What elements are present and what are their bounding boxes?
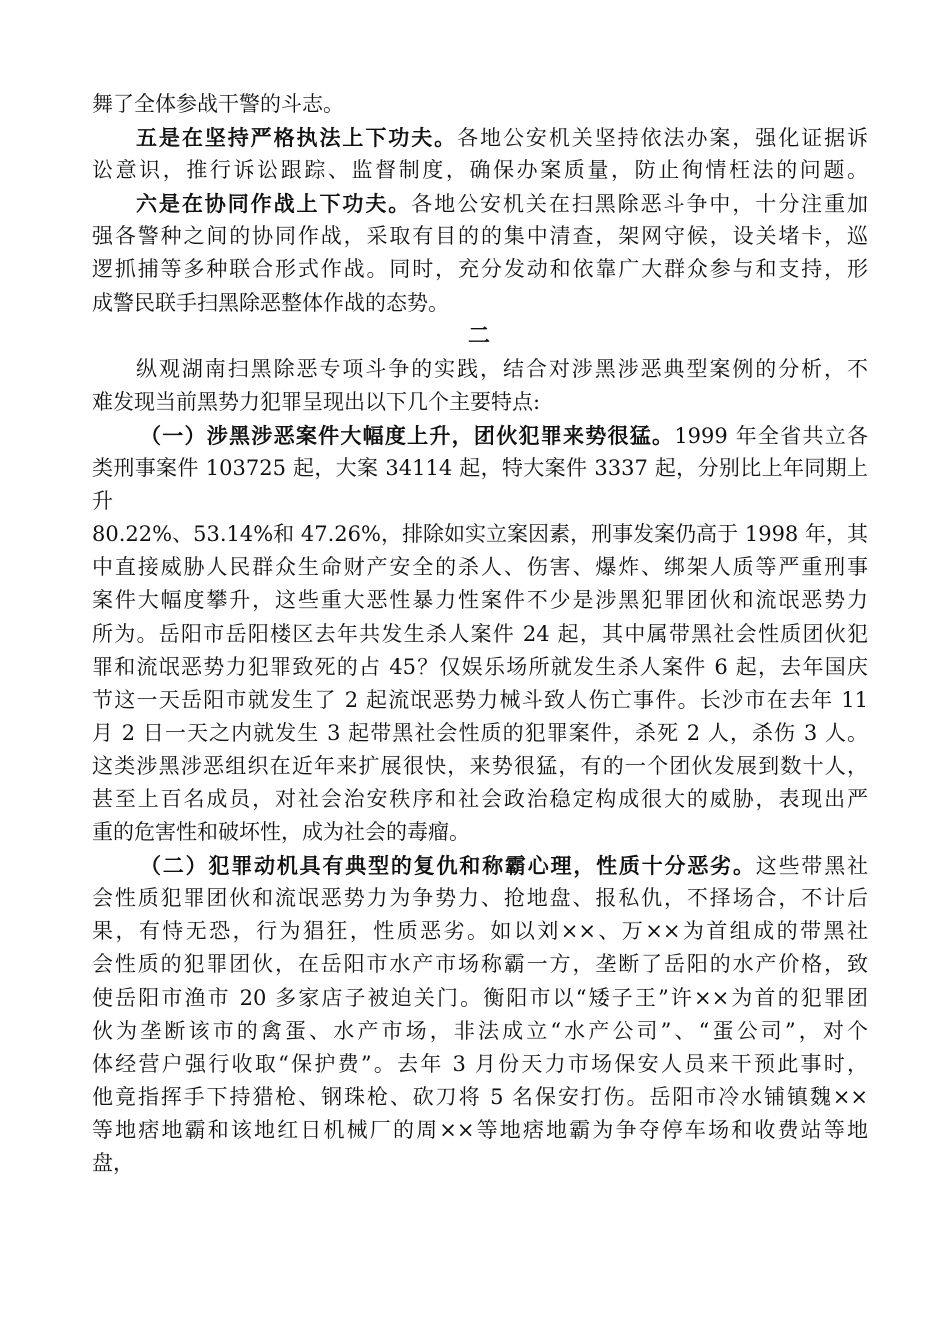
text-line: 会性质的犯罪团伙，在岳阳市水产市场称霸一方，垄断了岳阳的水产价格，致 — [92, 952, 868, 977]
text-line: 节这一天岳阳市就发生了 2 起流氓恶势力械斗致人伤亡事件。长沙市在去年 11 — [92, 687, 868, 712]
text-line: 逻抓捕等多种联合形式作战。同时，充分发动和依靠广大群众参与和支持，形 — [92, 257, 868, 282]
text-line: （二）犯罪动机具有典型的复仇和称霸心理，性质十分恶劣。这些带黑社 — [140, 853, 868, 879]
text-line: 使岳阳市渔市 20 多家店子被迫关门。衡阳市以“矮子王”许××为首的犯罪团 — [92, 985, 868, 1010]
text-line: 成警民联手扫黑除恶整体作战的态势。 — [92, 290, 449, 315]
section-heading: 二 — [467, 322, 492, 349]
text-line: 80.22%、53.14%和 47.26%，排除如实立案因素，刑事发案仍高于 1998 年，其 — [92, 522, 868, 547]
text-line: 所为。岳阳市岳阳楼区去年共发生杀人案件 24 起，其中属带黑社会性质团伙犯 — [92, 621, 868, 646]
text-line: 月 2 日一天之内就发生 3 起带黑社会性质的犯罪案件，杀死 2 人，杀伤 3 人。 — [92, 720, 868, 745]
text-line: （一）涉黑涉恶案件大幅度上升，团伙犯罪来势很猛。1999 年全省共立各 — [140, 422, 868, 448]
text-line: 盘， — [92, 1151, 134, 1175]
text-line: 这类涉黑涉恶组织在近年来扩展很快，来势很猛，有的一个团伙发展到数十人， — [92, 753, 868, 778]
text-line: 纵观湖南扫黑除恶专项斗争的实践，结合对涉黑涉恶典型案例的分析，不 — [136, 356, 868, 381]
text-line: 体经营户强行收取“保护费”。去年 3 月份天力市场保安人员来干预此事时， — [92, 1051, 868, 1076]
text-line: 强各警种之间的协同作战，采取有目的的集中清查，架网守候，设关堵卡，巡 — [92, 224, 868, 249]
text-line: 罪和流氓恶势力犯罪致死的占 45？仅娱乐场所就发生杀人案件 6 起，去年国庆 — [92, 654, 868, 679]
text-line: 五是在坚持严格执法上下功夫。各地公安机关坚持依法办案，强化证据诉 — [136, 125, 868, 151]
text-line: 讼意识，推行诉讼跟踪、监督制度，确保办案质量，防止徇情枉法的问题。 — [92, 158, 868, 183]
text-line: 等地痞地霸和该地红日机械厂的周××等地痞地霸为争夺停车场和收费站等地 — [92, 1117, 868, 1142]
text-line: 果，有恃无恐，行为猖狂，性质恶劣。如以刘××、万××为首组成的带黑社 — [92, 919, 868, 944]
text-line: 伙为垄断该市的禽蛋、水产市场，非法成立“水产公司”、“蛋公司”，对个 — [92, 1018, 868, 1043]
text-line: 难发现当前黑势力犯罪呈现出以下几个主要特点: — [92, 389, 541, 414]
text-line: 六是在协同作战上下功夫。各地公安机关在扫黑除恶斗争中，十分注重加 — [136, 191, 868, 217]
bold-lead-in: （一）涉黑涉恶案件大幅度上升，团伙犯罪来势很猛。 — [140, 422, 675, 448]
text-line: 甚至上百名成员，对社会治安秩序和社会政治稳定构成很大的威胁，表现出严 — [92, 786, 868, 811]
text-line: 中直接威胁人民群众生命财产安全的杀人、伤害、爆炸、绑架人质等严重刑事 — [92, 555, 868, 580]
text-line: 舞了全体参战干警的斗志。 — [92, 92, 344, 116]
bold-lead-in: 五是在坚持严格执法上下功夫。 — [136, 125, 458, 151]
bold-lead-in: 六是在协同作战上下功夫。 — [136, 191, 412, 217]
text-line: 升 — [92, 489, 113, 514]
text-line: 案件大幅度攀升，这些重大恶性暴力性案件不少是涉黑犯罪团伙和流氓恶势力 — [92, 588, 868, 613]
text-line: 会性质犯罪团伙和流氓恶势力为争势力、抢地盘、报私仇，不择场合，不计后 — [92, 886, 868, 911]
text-line: 类刑事案件 103725 起，大案 34114 起，特大案件 3337 起，分别比上年同期上 — [92, 456, 868, 481]
bold-lead-in: （二）犯罪动机具有典型的复仇和称霸心理，性质十分恶劣。 — [140, 853, 756, 879]
text-line: 重的危害性和破坏性，成为社会的毒瘤。 — [92, 820, 470, 845]
text-line: 他竟指挥手下持猎枪、钢珠枪、砍刀将 5 名保安打伤。岳阳市冷水铺镇魏×× — [92, 1084, 868, 1109]
